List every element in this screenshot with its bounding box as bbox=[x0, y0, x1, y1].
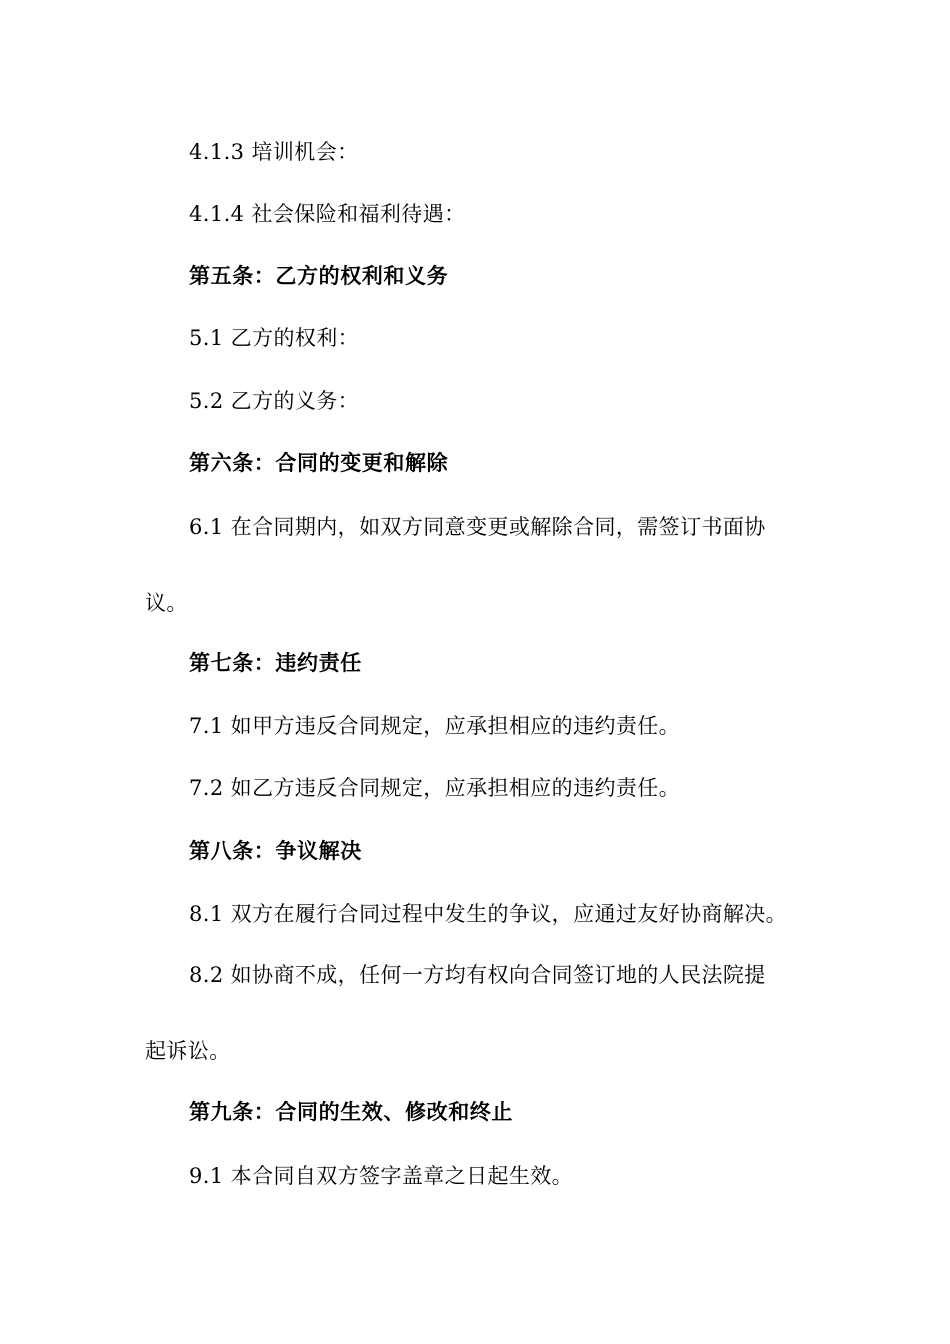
clause-4-1-3-training: 4.1.3 培训机会： bbox=[189, 140, 359, 164]
clause-5-1-rights: 5.1 乙方的权利： bbox=[189, 326, 360, 350]
clause-5-2-obligations: 5.2 乙方的义务： bbox=[189, 389, 360, 413]
clause-8-2-line-2: 起诉讼。 bbox=[145, 1039, 231, 1063]
article-9-heading: 第九条：合同的生效、修改和终止 bbox=[189, 1100, 513, 1124]
clause-8-2-line-1: 8.2 如协商不成，任何一方均有权向合同签订地的人民法院提 bbox=[189, 963, 766, 987]
article-8-heading: 第八条：争议解决 bbox=[189, 839, 362, 863]
clause-7-1: 7.1 如甲方违反合同规定，应承担相应的违约责任。 bbox=[189, 714, 681, 738]
clause-6-1-line-1: 6.1 在合同期内，如双方同意变更或解除合同，需签订书面协 bbox=[189, 515, 766, 539]
clause-8-1: 8.1 双方在履行合同过程中发生的争议，应通过友好协商解决。 bbox=[189, 902, 788, 926]
clause-7-2: 7.2 如乙方违反合同规定，应承担相应的违约责任。 bbox=[189, 776, 681, 800]
clause-6-1-line-2: 议。 bbox=[145, 591, 188, 615]
article-7-heading: 第七条：违约责任 bbox=[189, 651, 362, 675]
article-5-heading: 第五条：乙方的权利和义务 bbox=[189, 264, 449, 288]
clause-9-1: 9.1 本合同自双方签字盖章之日起生效。 bbox=[189, 1164, 574, 1188]
article-6-heading: 第六条：合同的变更和解除 bbox=[189, 451, 449, 475]
clause-4-1-4-social-insurance: 4.1.4 社会保险和福利待遇： bbox=[189, 202, 466, 226]
